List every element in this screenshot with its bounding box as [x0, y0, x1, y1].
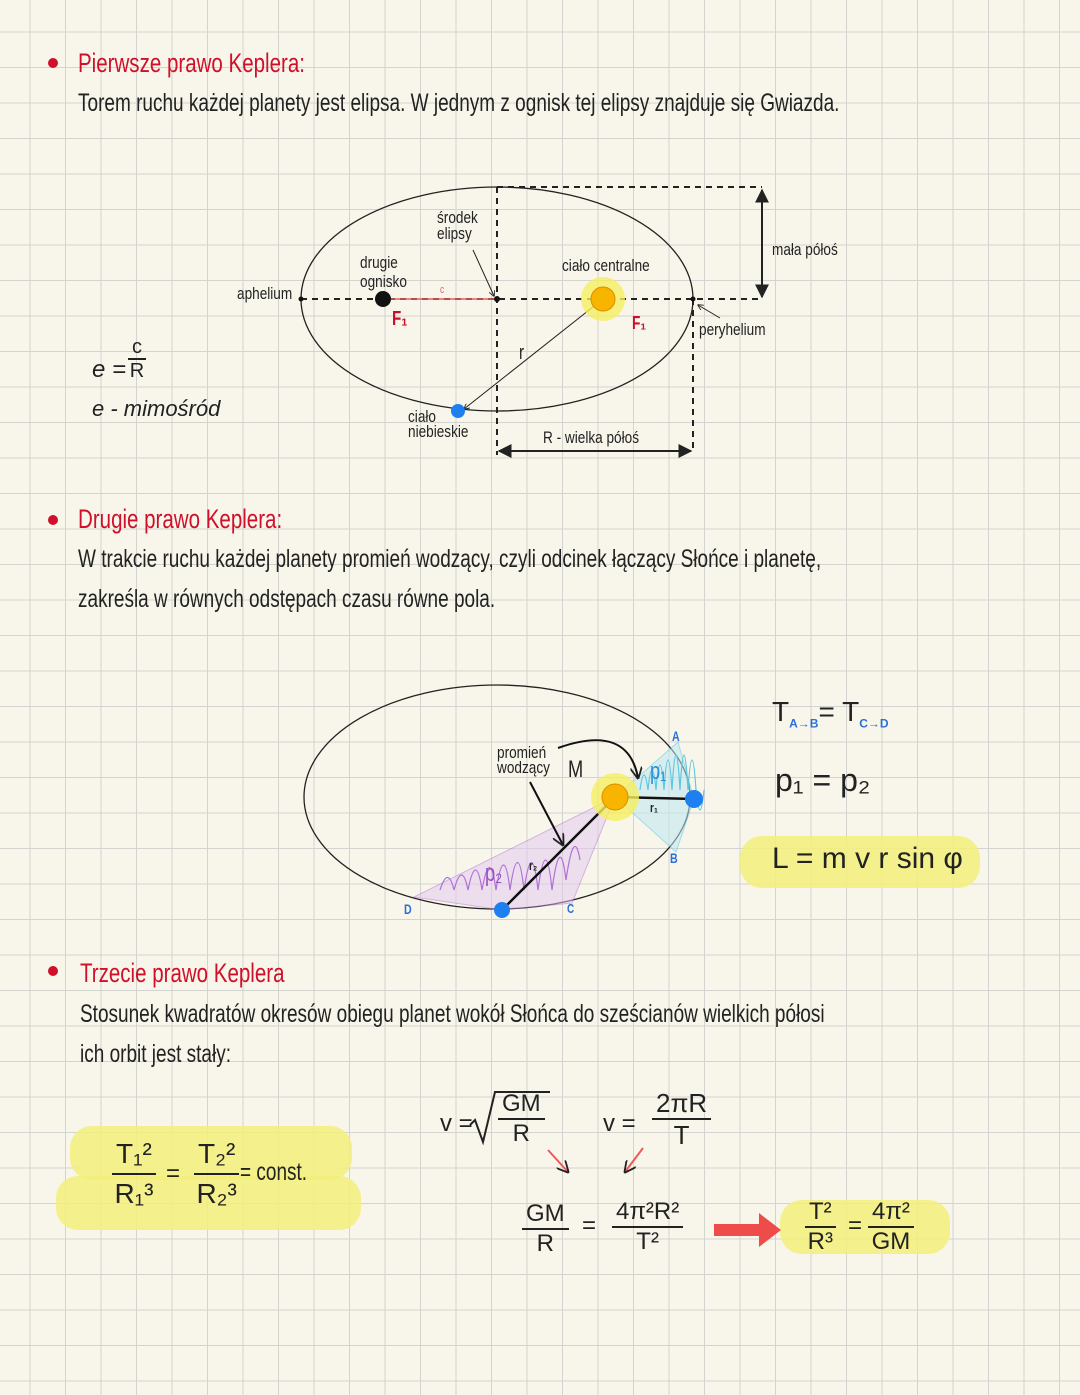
law2-line1: W trakcie ruchu każdej planety promień wodzący, czyli odcinek łączący Słońce i planetę,	[78, 545, 822, 573]
label-srodek: środek elipsy	[437, 208, 478, 243]
eq-areas: p₁ = p₂	[775, 762, 871, 798]
equals: =	[166, 1160, 181, 1187]
label-r1: r₁	[650, 800, 658, 815]
label-celestial-body: ciało niebieskie	[408, 407, 469, 441]
sun-icon	[602, 784, 628, 810]
eq-angular-momentum: L = m v r sin φ	[772, 842, 963, 875]
law2-line2: zakreśla w równych odstępach czasu równe pola.	[78, 585, 496, 613]
label-p1: p₁	[650, 758, 667, 785]
v-circular: v =	[603, 1110, 636, 1137]
label-aphelium: aphelium	[237, 284, 293, 303]
ecc-definition: e - mimośród	[92, 396, 221, 421]
bullet	[48, 966, 58, 976]
eq-time: $T_{A\to B}= T_{C\to D}$	[772, 696, 889, 731]
area-p2	[414, 797, 615, 910]
ecc-e: e =	[92, 356, 127, 383]
planet-icon	[685, 790, 703, 808]
arrow-icon	[714, 1213, 781, 1247]
label-c: c	[440, 284, 445, 296]
fraction-planet2: $\frac{\text{T₂²}}{\text{R₂³}}$	[194, 1135, 239, 1213]
label-D: D	[404, 901, 412, 917]
label-A: A	[672, 728, 680, 744]
label-f1: F₁	[392, 308, 408, 330]
fraction-gm-r: $\frac{GM}{R}$	[498, 1090, 545, 1148]
bullet	[48, 58, 58, 68]
sun-icon	[591, 287, 615, 311]
ecc-fraction: $\frac{c}{R}$	[129, 336, 145, 382]
label-r: r	[519, 342, 525, 364]
equals: =	[582, 1212, 597, 1239]
label-f1: F₁	[632, 313, 647, 333]
label-C: C	[567, 901, 575, 916]
law2-title: Drugie prawo Keplera:	[78, 504, 283, 534]
label-central-body: ciało centralne	[562, 256, 650, 275]
fraction-4pi2-gm: $\frac{\text{4π²}}{GM}$	[868, 1198, 914, 1256]
label-minor-axis: mała półoś	[772, 240, 838, 259]
fraction-gm-r-2: $\frac{GM}{R}$	[522, 1200, 569, 1258]
fraction-t2-r3: $\frac{\text{T²}}{\text{R³}}$	[805, 1198, 836, 1256]
law3-title: Trzecie prawo Keplera	[80, 958, 285, 988]
r-vector	[464, 299, 603, 409]
v-orbital: v =	[440, 1110, 473, 1137]
const-label: = const.	[240, 1158, 308, 1186]
equals: =	[848, 1212, 863, 1239]
fraction-2pir-t: $\frac{2\pi R}{T}$	[652, 1088, 711, 1150]
law1-text: Torem ruchu każdej planety jest elipsa. W jednym z ognisk tej elipsy znajduje się Gwiazda.	[78, 89, 840, 117]
law1-title: Pierwsze prawo Keplera:	[78, 48, 305, 78]
label-r2: r₂	[529, 858, 538, 873]
law3-line2: ich orbit jest stały:	[80, 1040, 232, 1068]
label-major-axis: R - wielka półoś	[543, 428, 639, 447]
perihelion-pointer	[698, 305, 720, 318]
label-perihelion: peryhelium	[699, 320, 766, 339]
fraction-planet1: $\frac{\text{T₁²}}{\text{R₁³}}$	[112, 1135, 156, 1213]
second-focus-dot	[375, 291, 391, 307]
label-p2: p₂	[485, 860, 503, 887]
center-pointer	[473, 250, 494, 296]
label-M: M	[568, 756, 584, 783]
bullet	[48, 515, 58, 525]
label-B: B	[670, 850, 678, 866]
dashed-guides	[301, 187, 762, 455]
fraction-4pi2r2-t2: $\frac{\text{4π²R²}}{\text{T²}}$	[612, 1198, 683, 1256]
label-second-focus: drugie ognisko	[360, 253, 407, 291]
label-radius-vector: promień wodzący	[497, 743, 550, 777]
planet-icon	[494, 902, 510, 918]
law3-line1: Stosunek kwadratów okresów obiegu planet wokół Słońca do sześcianów wielkich półosi	[80, 1000, 825, 1028]
